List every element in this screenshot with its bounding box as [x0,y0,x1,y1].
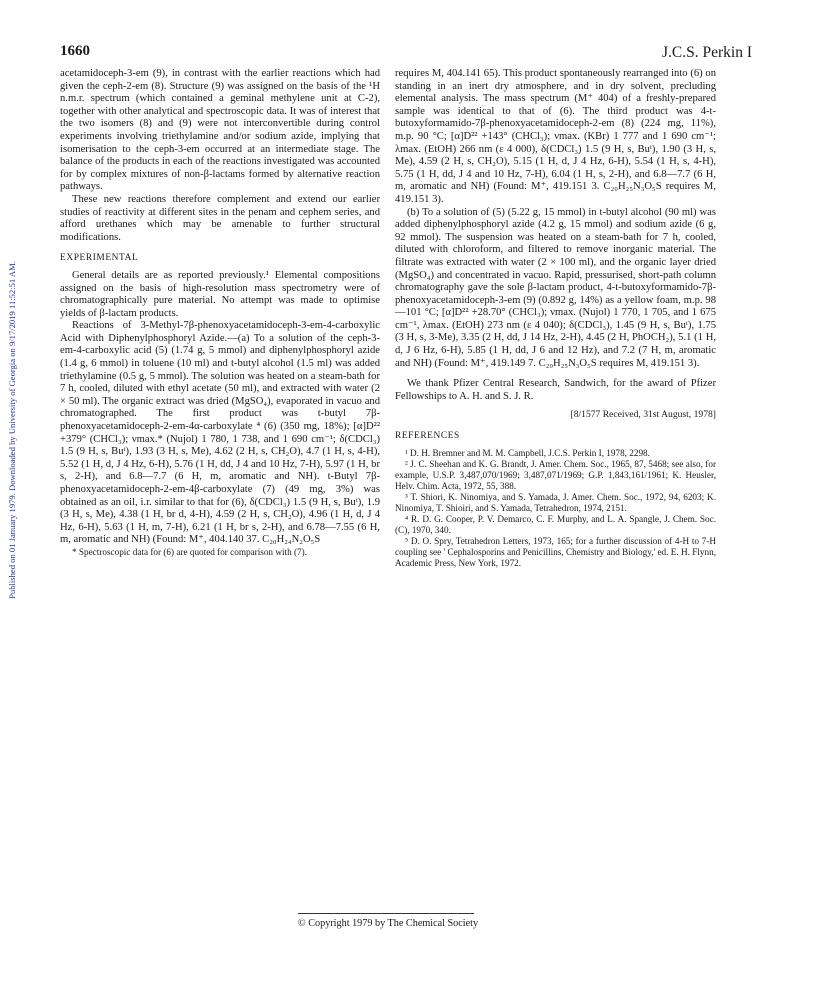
references-list [395,448,716,569]
reference-item: ⁴ R. D. G. Cooper, P. V. Demarco, C. F. Murphy, and L. A. Spangle, J. Chem. Soc. (C), 1970, 340. [395,513,716,535]
received-date: [8/1577 Received, 31st August, 1978] [570,409,716,421]
journal-title: J.C.S. Perkin I [662,44,752,61]
footer-rule [298,913,474,914]
right-column [395,68,716,569]
reference-item: ³ T. Shiori, K. Ninomiya, and S. Yamada, J. Amer. Chem. Soc., 1972, 94, 6203; K. Ninomiya, T. Shioiri, and S. Yamada, Tetrahedron, 1974, 2151. [395,491,716,513]
left-column [60,68,380,558]
paragraph: requires M, 404.141 65). This product spontaneously rearranged into (6) on standing in an inert dry atmosphere, and in dry solvent, precluding elemental analysis. The mass spectrum (M⁺ 404) of a freshly-prepared sample was identical to that of (6). The third product was 4-t-butoxyformamido-7β-phenoxyacetamidoceph-2-em (8) (224 mg, 11%), m.p. 90 °C; [α]D²² +143° (CHCl₃); νmax. (KBr) 1 777 and 1 690 cm⁻¹; λmax. (EtOH) 266 nm (ε 4 000), δ(CDCl₃) 1.5 (9 H, s, Buᵗ), 1.90 (3 H, s, Me), 4.59 (2 H, s, CH₂O), 5.15 (1 H, d, J 4 Hz, 6-H), 5.54 (1 H, s, 4-H), 5.75 (1 H, dd, J 4 and 10 Hz, 7-H), 6.04 (1 H, s, 2-H), and 6.8—7.7 (6 H, m, aromatic and NH) (Found: M⁺, 419.151 3. C₂₀H₂₅N₃O₅S requires M, 419.151 3). [395,68,716,205]
reference-item: ¹ D. H. Bremner and M. M. Campbell, J.C.S. Perkin I, 1978, 2298. [405,447,650,458]
paragraph: (b) To a solution of (5) (5.22 g, 15 mmol) in t-butyl alcohol (90 ml) was added diphenylphosphoryl azide (4.2 g, 15 mmol) and sodium azide (6 g, 92 mmol). The suspension was heated on a steam-bath for 7 h, cooled, diluted with chloroform, and filtered to remove inorganic material. The filtrate was extracted with water (2 × 100 ml), and the organic layer dried (MgSO₄) and concentrated in vacuo. Rapid, pressurised, short-path column chromatography gave the sole β-lactam product, 4-t-butoxyformamido-7β-phenoxyacetamidoceph-3-em (9) (0.892 g, 14%) as a yellow foam, m.p. 98—101 °C; [α]D²² +28.70° (CHCl₃); νmax. (Nujol) 1 770, 1 705, and 1 675 cm⁻¹, λmax. (EtOH) 273 nm (ε 4 040); δ(CDCl₃), 1.45 (9 H, s, Buᵗ), 1.75 (3 H, s, 3-Me), 3.35 (2 H, dd, J 14 Hz, 2-H), 4.45 (2 H, PhOCH₂), 5.1 (1 H, d, J 6 Hz, 6-H), 5.85 (1 H, dd, J 6 and 12 Hz), and 7.2 (7 H, m, aromatic and NH) (Found: M⁺, 419.149 7. C₂₀H₂₅N₃O₅S requires M, 419.151 3). [395,206,716,369]
acknowledgement: We thank Pfizer Central Research, Sandwich, for the award of Pfizer Fellowships to A. H. and S. J. R. [395,378,716,402]
download-note: Published on 01 January 1979. Downloaded by University of Georgia on 9/17/2019 11:52:51 AM. [7,261,17,599]
paragraph: Reactions of 3-Methyl-7β-phenoxyacetamidoceph-3-em-4-carboxylic Acid with Diphenylphosphoryl Azide.—(a) To a solution of the ceph-3-em-4-carboxylic acid (5) (1.74 g, 5 mmol) and diphenylphosphoryl azide (1.4 g, 6 mmol) in toluene (10 ml) and t-butyl alcohol (1.5 ml) was added triethylamine (0.5 g, 5 mmol). The solution was heated on a steam-bath for 7 h, cooled, diluted with ethyl acetate (50 ml), and extracted with water (2 × 50 ml). The organic extract was dried (MgSO₄), evaporated in vacuo and chromatographed. The first product was t-butyl 7β-phenoxyacetamidoceph-2-em-4α-carboxylate ⁴ (6) (350 mg, 18%); [α]D²² +379° (CHCl₃); νmax.* (Nujol) 1 780, 1 738, and 1 690 cm⁻¹; δ(CDCl₃) 1.5 (9 H, s, Buᵗ), 1.93 (3 H, s, Me), 4.62 (2 H, s, CH₂O), 4.7 (1 H, s, 4-H), 5.52 (1 H, d, J 4 Hz, 6-H), 5.76 (1 H, dd, J 4 and 10 Hz, 7-H), 5.97 (1 H, br s, 2-H), and 6.8—7.7 (6 H, m, aromatic and NH). t-Butyl 7β-phenoxyacetamidoceph-2-em-4β-carboxylate (7) (49 mg, 3%) was obtained as an oil, i.r. similar to that for (6), δ(CDCl₃) 1.5 (9 H, s, Buᵗ), 1.9 (3 H, s, Me), 4.38 (1 H, br d, 4-H), 4.59 (2 H, s, CH₂O), 4.96 (1 H, d, J 4 Hz, 6-H), 5.63 (1 H, m, 7-H), 6.21 (1 H, br s, 2-H), and 6.78—7.55 (6 H, m, aromatic and NH) (Found: M⁺, 404.140 37. C₂₀H₂₄N₂O₅S [60,320,380,546]
footnote: * Spectroscopic data for (6) are quoted for comparison with (7). [72,546,307,557]
page-number: 1660 [60,43,90,59]
download-watermark [6,150,18,710]
paragraph: acetamidoceph-3-em (9), in contrast with the earlier reactions which had given the ceph-2-em (8). Structure (9) was assigned on the basis of the ¹H n.m.r. spectrum (which contained a geminal methylene unit at C-2), together with other analytical and spectroscopic data. It was of interest that the two isomers (8) and (9) were not interconvertible during control experiments involving triethylamine and/or sodium azide, implying that isomerisation to the ceph-3-em occurred at an intermediate stage. The balance of the products in each of the reactions investigated was accounted for by complex mixtures of non-β-lactams formed by alternative reaction pathways. [60,68,380,193]
paragraph: General details are as reported previously.¹ Elemental compositions assigned on the basis of high-resolution mass spectrometry were of chromatographically pure material. No attempt was made to optimise yields of β-lactam products. [60,269,380,319]
section-heading: EXPERIMENTAL [60,253,139,264]
reference-item: ⁵ D. O. Spry, Tetrahedron Letters, 1973, 165; for a further discussion of 4-H to 7-H coupling see ' Cephalosporins and Penicillins, Chemistry and Biology,' ed. E. H. Flynn, Academic Press, New York, 1972. [395,535,716,568]
paragraph: These new reactions therefore complement and extend our earlier studies of reactivity at different sites in the penam and cephem series, and afford urethanes which may be amenable to further structural modifications. [60,193,380,243]
reference-item: ² J. C. Sheehan and K. G. Brandt, J. Amer. Chem. Soc., 1965, 87, 5468; see also, for example, U.S.P. 3,487,070/1969; 3,487,071/1969; G.P. 1,843,161/1961; K. Heusler, Helv. Chim. Acta, 1972, 55, 388. [395,458,716,491]
copyright-notice: © Copyright 1979 by The Chemical Society [297,918,479,929]
references-heading: REFERENCES [395,431,460,442]
